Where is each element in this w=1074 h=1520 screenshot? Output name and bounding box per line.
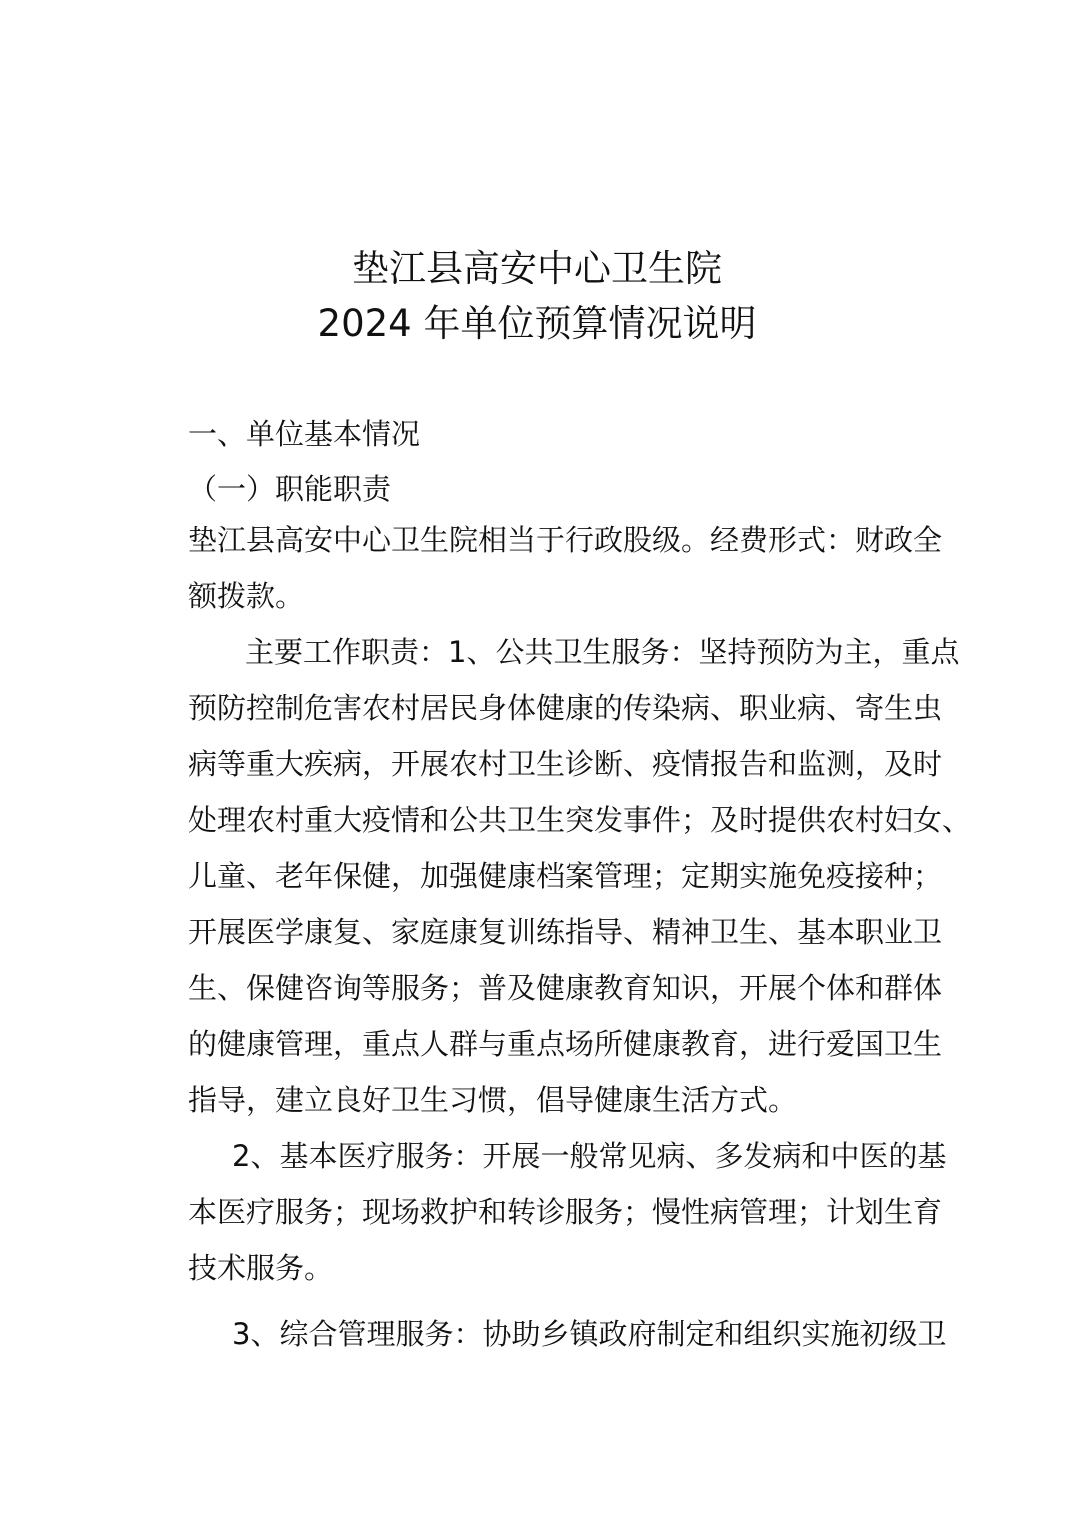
body-line: 垫江县高安中心卫生院相当于行政股级。经费形式：财政全 <box>188 523 943 557</box>
body-line: 技术服务。 <box>188 1251 334 1285</box>
body-line: 本医疗服务；现场救护和转诊服务；慢性病管理；计划生育 <box>188 1195 943 1229</box>
subsection-heading: （一）职能职责 <box>188 472 392 506</box>
body-line: 病等重大疾病，开展农村卫生诊断、疫情报告和监测，及时 <box>188 747 943 781</box>
document-title-line-2: 2024 年单位预算情况说明 <box>317 302 757 345</box>
section-heading: 一、单位基本情况 <box>188 417 421 451</box>
document-title-line-1: 垫江县高安中心卫生院 <box>352 247 722 290</box>
body-line: 预防控制危害农村居民身体健康的传染病、职业病、寄生虫 <box>188 691 943 725</box>
body-line: 3、综合管理服务：协助乡镇政府制定和组织实施初级卫 <box>232 1317 947 1351</box>
body-line: 的健康管理，重点人群与重点场所健康教育，进行爱国卫生 <box>188 1027 943 1061</box>
body-line: 处理农村重大疫情和公共卫生突发事件；及时提供农村妇女、 <box>188 803 972 837</box>
body-line: 2、基本医疗服务：开展一般常见病、多发病和中医的基 <box>232 1139 947 1173</box>
body-line: 开展医学康复、家庭康复训练指导、精神卫生、基本职业卫 <box>188 915 943 949</box>
body-line: 主要工作职责：1、公共卫生服务：坚持预防为主，重点 <box>245 635 960 669</box>
body-line: 儿童、老年保健，加强健康档案管理；定期实施免疫接种； <box>188 859 943 893</box>
body-line: 生、保健咨询等服务；普及健康教育知识，开展个体和群体 <box>188 971 943 1005</box>
body-line: 指导，建立良好卫生习惯，倡导健康生活方式。 <box>188 1083 798 1117</box>
body-line: 额拨款。 <box>188 579 305 613</box>
